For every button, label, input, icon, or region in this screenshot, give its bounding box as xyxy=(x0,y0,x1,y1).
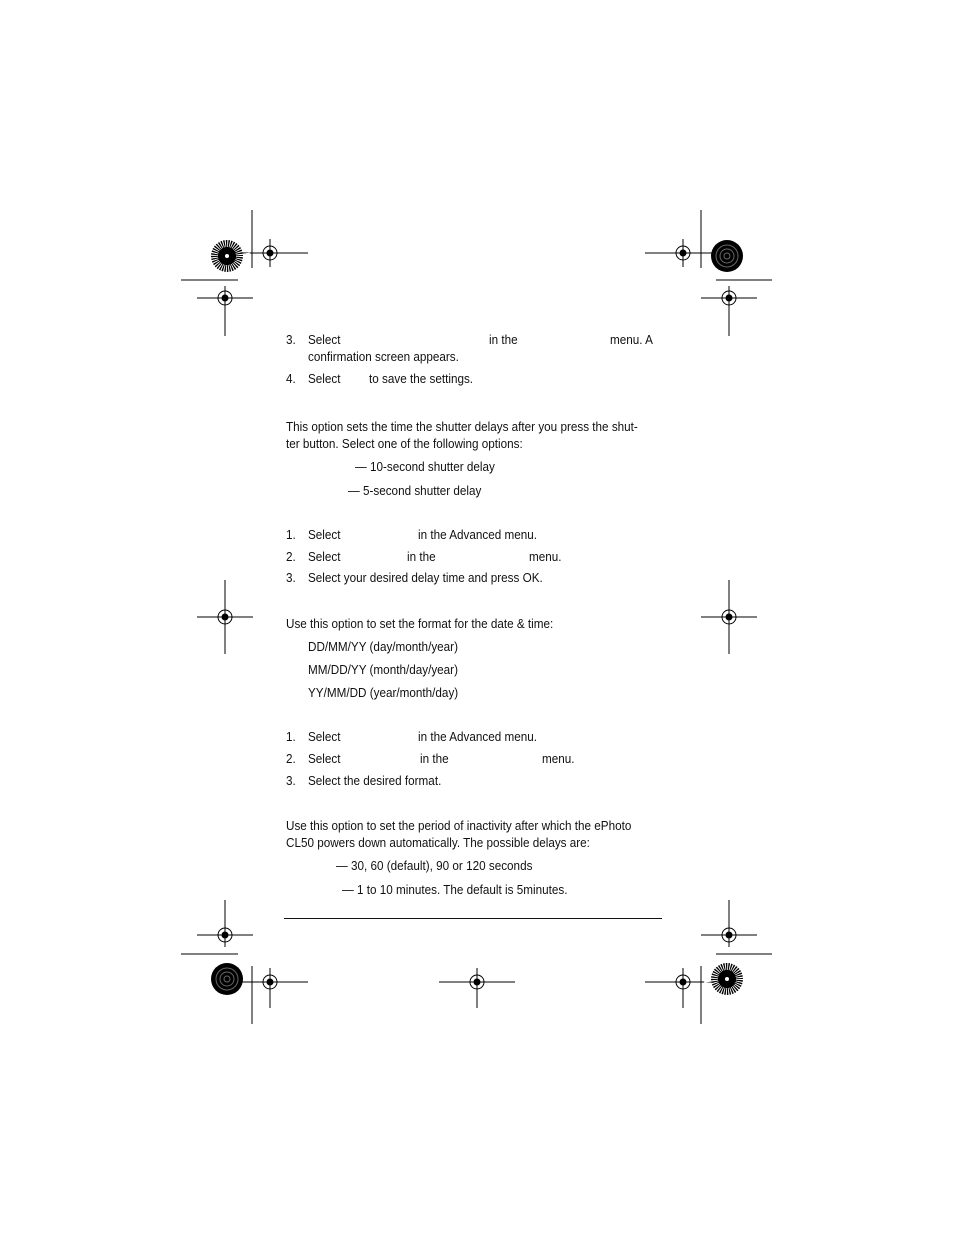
step-text: in the Advanced menu. xyxy=(418,729,538,744)
date-format-option: YY/MM/DD (year/month/day) xyxy=(308,685,459,700)
step-menu-label: menu. xyxy=(542,751,575,766)
shutter-option-5s: — 5-second shutter delay xyxy=(348,483,482,498)
step-text: Select your desired delay time and press OK. xyxy=(308,570,543,585)
power-option-minutes: — 1 to 10 minutes. The default is 5minutes. xyxy=(342,882,568,897)
shutter-option-10s: — 10-second shutter delay xyxy=(355,459,495,474)
step-number: 2. xyxy=(286,751,296,766)
step-number: 1. xyxy=(286,527,296,542)
date-format-option: DD/MM/YY (day/month/year) xyxy=(308,639,458,654)
step-number: 3. xyxy=(286,332,296,347)
step-select-label: Select xyxy=(308,549,341,564)
step-in-the-label: in the xyxy=(420,751,449,766)
footer-rule xyxy=(284,918,662,919)
step-in-the-label: in the xyxy=(489,332,518,347)
date-description: Use this option to set the format for the date & time: xyxy=(286,616,554,631)
power-description-line1: Use this option to set the period of inactivity after which the ePhoto xyxy=(286,818,632,833)
step-text: to save the settings. xyxy=(369,371,474,386)
step-number: 2. xyxy=(286,549,296,564)
power-option-seconds: — 30, 60 (default), 90 or 120 seconds xyxy=(336,858,533,873)
shutter-description-line2: ter button. Select one of the following options: xyxy=(286,436,523,451)
date-format-option: MM/DD/YY (month/day/year) xyxy=(308,662,458,677)
step-select-label: Select xyxy=(308,729,341,744)
step-number: 4. xyxy=(286,371,296,386)
step-select-label: Select xyxy=(308,527,341,542)
step-menu-label: menu. A xyxy=(610,332,653,347)
step-text: in the Advanced menu. xyxy=(418,527,538,542)
shutter-description-line1: This option sets the time the shutter delays after you press the shut- xyxy=(286,419,638,434)
step-number: 3. xyxy=(286,773,296,788)
step-select-label: Select xyxy=(308,751,341,766)
power-description-line2: CL50 powers down automatically. The possible delays are: xyxy=(286,835,590,850)
step-text: Select the desired format. xyxy=(308,773,442,788)
step-in-the-label: in the xyxy=(407,549,436,564)
step-number: 3. xyxy=(286,570,296,585)
step-menu-label: menu. xyxy=(529,549,562,564)
step-number: 1. xyxy=(286,729,296,744)
step-select-label: Select xyxy=(308,332,341,347)
step-continuation: confirmation screen appears. xyxy=(308,349,459,364)
step-select-label: Select xyxy=(308,371,341,386)
